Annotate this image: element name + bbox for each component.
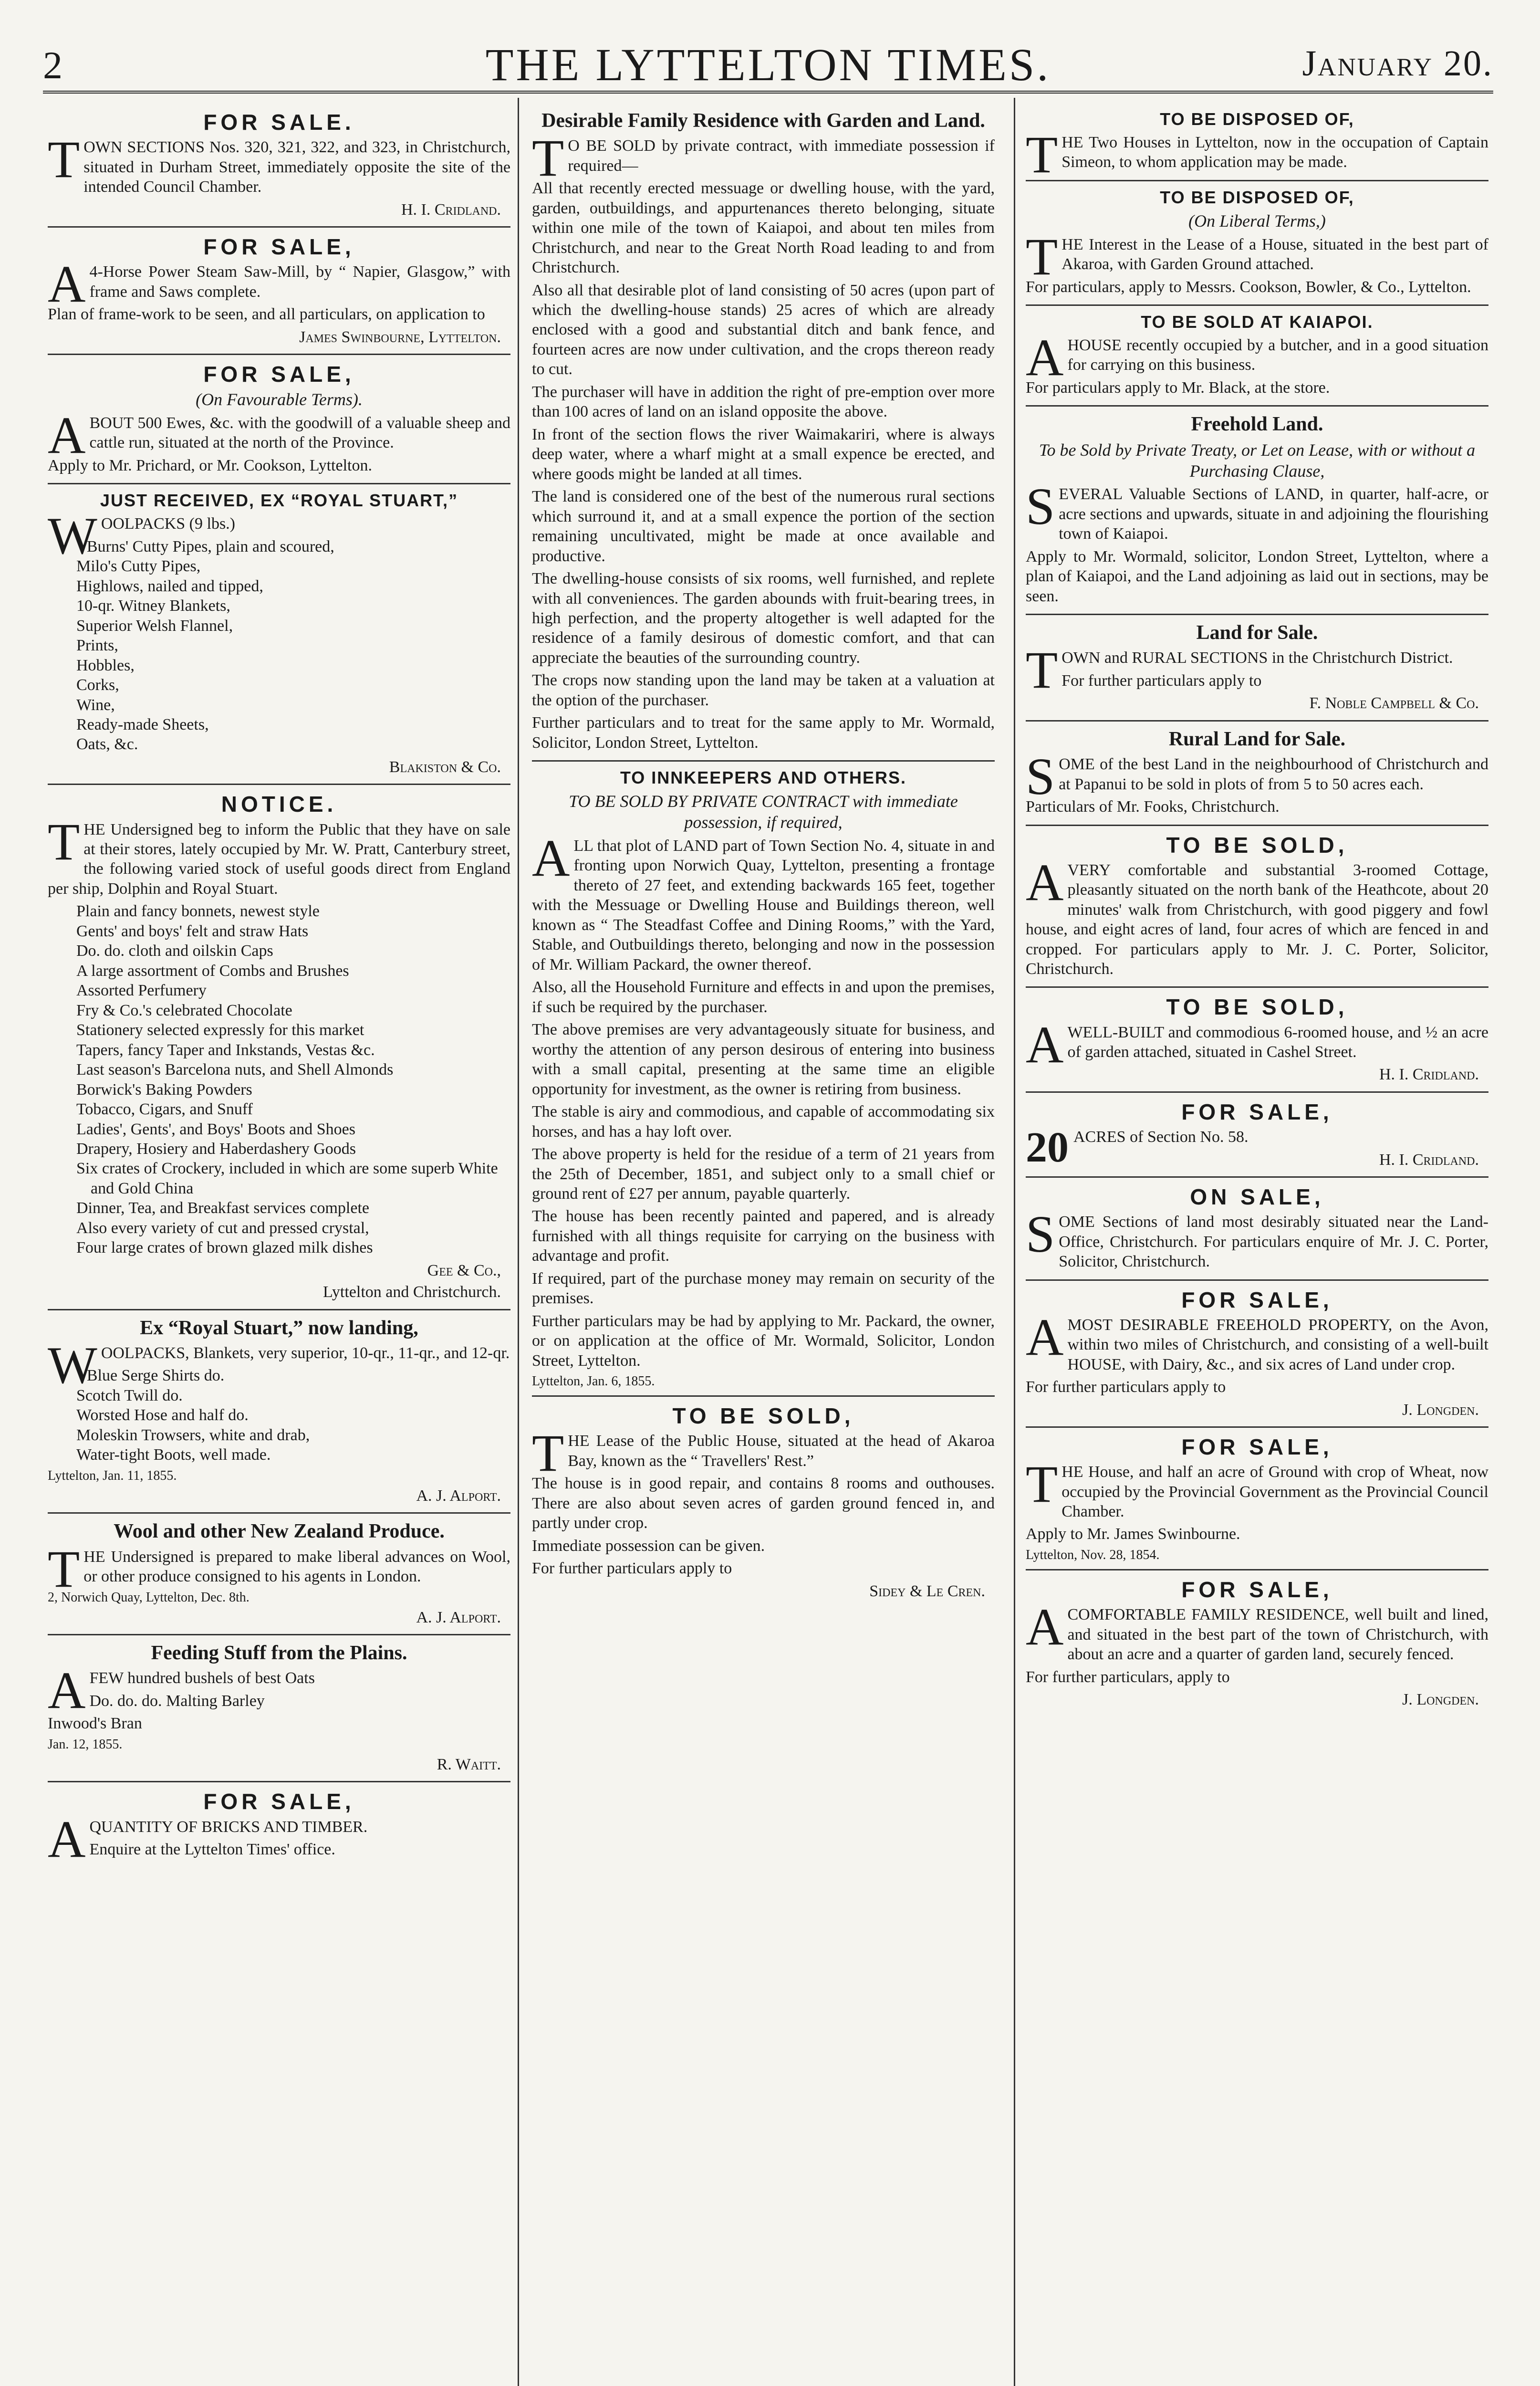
advertisement — [48, 105, 510, 228]
ad-paragraph: Plan of frame-work to be seen, and all particulars, on application to — [48, 305, 485, 324]
advertisement — [48, 230, 510, 355]
ad-paragraph: Also all that desirable plot of land consisting of 50 acres (upon part of which the dwelling-house stands) 25 acres of which are already enclosed with a good and substantial ditch and bank fence, and fourteen acres are now under cultivation, and the crops thereon ready to cut. — [532, 281, 995, 378]
ad-dateline: 2, Norwich Quay, Lyttelton, Dec. 8th. — [48, 1590, 250, 1605]
ad-paragraph: SOME of the best Land in the neighbourhood of Christchurch and at Papanui to be sold in plots of from 5 to 50 acres each. — [1026, 747, 1488, 806]
advertisement — [1026, 1572, 1488, 1716]
ad-subheading: TO BE SOLD BY PRIVATE CONTRACT with immediate possession, if required, — [569, 792, 958, 832]
ad-signature: A. J. Alport. — [416, 1486, 501, 1505]
ad-signature: Blakiston & Co. — [389, 758, 501, 776]
advertisement — [1026, 828, 1488, 988]
ad-heading: FOR SALE, — [203, 234, 355, 259]
list-item: Tapers, fancy Taper and Inkstands, Vestas &c. — [76, 1041, 375, 1059]
list-item: Oats, &c. — [76, 735, 138, 753]
list-item: Dinner, Tea, and Breakfast services complete — [76, 1199, 369, 1217]
ad-paragraph: THE Lease of the Public House, situated at the head of Akaroa Bay, known as the “ Travellers' Rest.” — [532, 1424, 995, 1483]
ad-heading: FOR SALE, — [1181, 1287, 1333, 1312]
list-item: Four large crates of brown glazed milk dishes — [76, 1239, 373, 1257]
ad-heading: Ex “Royal Stuart,” now landing, — [140, 1317, 418, 1339]
list-item: Gents' and boys' felt and straw Hats — [76, 922, 309, 940]
ad-heading: Desirable Family Residence with Garden and Land. — [541, 110, 985, 132]
list-item: Drapery, Hosiery and Haberdashery Goods — [76, 1140, 356, 1158]
list-item: Six crates of Crockery, included in which are some superb White and Gold China — [76, 1160, 498, 1197]
ad-paragraph: Do. do. do. Malting Barley — [89, 1692, 265, 1710]
list-item: Fry & Co.'s celebrated Chocolate — [76, 1001, 292, 1019]
list-item: Milo's Cutty Pipes, — [76, 557, 201, 576]
advertisement — [1026, 105, 1488, 184]
ad-subheading: (On Liberal Terms,) — [1188, 211, 1326, 230]
list-item: Scotch Twill do. — [76, 1386, 183, 1404]
list-item: A large assortment of Combs and Brushes — [76, 962, 349, 980]
ad-paragraph: ALL that plot of LAND part of Town Section No. 4, situate in and fronting upon Norwich Quay, Lyttelton, presenting a frontage thereto of 27 feet, and extending backwards 165 feet, together with the Messuage or Dwelling House and Buildings thereon, well known as “ The Steadfast Coffee and Dining Rooms,” with the Yard, Stable, and Outbuildings thereto, belonging and now in the possession of Mr. William Packard, the owner thereof. — [532, 829, 995, 973]
ad-paragraph: Immediate possession can be given. — [532, 1537, 765, 1555]
ad-paragraph: Apply to Mr. Prichard, or Mr. Cookson, Lyttelton. — [48, 456, 372, 474]
ad-paragraph: THE Undersigned is prepared to make liberal advances on Wool, or other produce consigned to his agents in London. — [48, 1539, 510, 1598]
ad-paragraph: AWELL-BUILT and commodious 6-roomed house, and ½ an acre of garden attached, situated in Cashel Street. — [1026, 1015, 1488, 1074]
page-number: 2 — [43, 43, 62, 87]
ad-heading: JUST RECEIVED, EX “ROYAL STUART,” — [100, 491, 458, 511]
ad-paragraph: AFEW hundred bushels of best Oats — [48, 1661, 315, 1720]
advertisement — [1026, 183, 1488, 306]
advertisement — [532, 764, 995, 1397]
list-item: Corks, — [76, 676, 119, 694]
ad-paragraph: Apply to Mr. James Swinbourne. — [1026, 1525, 1240, 1543]
advertisement — [532, 1399, 995, 1608]
ad-heading: Land for Sale. — [1196, 622, 1318, 644]
ad-paragraph: If required, part of the purchase money may remain on security of the premises. — [532, 1269, 995, 1308]
advertisement — [48, 1784, 510, 1867]
ad-item-list — [48, 1366, 510, 1465]
list-item: Prints, — [76, 637, 118, 655]
ad-paragraph: THE Interest in the Lease of a House, situated in the best part of Akaroa, with Garden Ground attached. — [1026, 227, 1488, 286]
ad-paragraph: The house is in good repair, and contains 8 rooms and outhouses. There are also about seven acres of garden ground fenced in, and partly under crop. — [532, 1475, 995, 1532]
list-item: Assorted Perfumery — [76, 982, 207, 1000]
ad-signature-line: Lyttelton and Christchurch. — [323, 1283, 501, 1301]
ad-paragraph: Enquire at the Lyttelton Times' office. — [89, 1841, 335, 1859]
ad-item-list — [48, 537, 510, 754]
ad-signature: J. Longden. — [1402, 1691, 1479, 1709]
ad-paragraph: AHOUSE recently occupied by a butcher, and in a good situation for carrying on this business. — [1026, 328, 1488, 387]
advertisement — [1026, 1283, 1488, 1428]
advertisement — [1026, 1180, 1488, 1281]
ad-paragraph: WOOLPACKS (9 lbs.) — [48, 507, 236, 565]
ad-paragraph: ACRES of Section No. 58. — [1073, 1128, 1249, 1146]
ad-dateline: Lyttelton, Jan. 11, 1855. — [48, 1468, 177, 1483]
ad-paragraph: SEVERAL Valuable Sections of LAND, in quarter, half-acre, or acre sections and upwards, situate in and adjoining the flourishing town of Kaiapoi. — [1026, 477, 1488, 543]
column-2 — [532, 105, 995, 2386]
ad-paragraph: In front of the section flows the river Waimakariri, where is always deep water, where a wharf might at a small expence be erected, and where goods might be landed at all times. — [532, 425, 995, 483]
ad-heading: TO BE SOLD, — [672, 1403, 854, 1429]
list-item: Borwick's Baking Powders — [76, 1080, 252, 1099]
ad-paragraph: A4-Horse Power Steam Saw-Mill, by “ Napier, Glasgow,” with frame and Saws complete. — [48, 255, 510, 314]
ad-heading: FOR SALE. — [203, 110, 355, 135]
column-3 — [1026, 105, 1488, 2386]
ad-item-list — [48, 901, 510, 1257]
ad-signature: A. J. Alport. — [416, 1608, 501, 1626]
ad-paragraph: Apply to Mr. Wormald, solicitor, London Street, Lyttelton, where a plan of Kaiapoi, and the Land adjoining as laid out in sections, may be seen. — [1026, 547, 1488, 605]
list-item: Blue Serge Shirts do. — [86, 1367, 225, 1385]
ad-dateline: Lyttelton, Jan. 6, 1855. — [532, 1374, 655, 1389]
list-item: Plain and fancy bonnets, newest style — [76, 902, 320, 921]
ad-paragraph: AQUANTITY OF BRICKS AND TIMBER. — [48, 1810, 368, 1868]
ad-signature: H. I. Cridland. — [1379, 1151, 1479, 1169]
ad-paragraph: ACOMFORTABLE FAMILY RESIDENCE, well built and lined, and situated in the best part of the town of Christchurch, with about an acre and a quarter of garden land, securely fenced. — [1026, 1598, 1488, 1664]
column-rule — [518, 98, 519, 2386]
ad-paragraph: WOOLPACKS, Blankets, very superior, 10-qr., 11-qr., and 12-qr. — [48, 1336, 510, 1394]
ad-paragraph: For further particulars apply to — [532, 1559, 732, 1578]
ad-signature: Gee & Co., — [427, 1261, 501, 1279]
ad-heading: TO BE SOLD AT KAIAPOI. — [1141, 312, 1374, 332]
advertisement — [1026, 1095, 1488, 1178]
list-item: Stationery selected expressly for this market — [76, 1021, 364, 1039]
ad-subheading: To be Sold by Private Treaty, or Let on Lease, with or without a Purchasing Clause, — [1039, 440, 1476, 481]
list-item: 10-qr. Witney Blankets, — [76, 597, 230, 615]
ad-heading: Wool and other New Zealand Produce. — [114, 1520, 445, 1543]
ad-paragraph: The crops now standing upon the land may be taken at a valuation at the option of the purchaser. — [532, 671, 995, 709]
ad-heading: TO BE SOLD, — [1166, 832, 1348, 858]
ad-heading: ON SALE, — [1190, 1184, 1324, 1209]
ad-paragraph: ABOUT 500 Ewes, &c. with the goodwill of a valuable sheep and cattle run, situated at the north of the Province. — [48, 406, 510, 464]
advertisement — [48, 787, 510, 1310]
ad-paragraph: THE House, and half an acre of Ground with crop of Wheat, now occupied by the Provincial Government as the Provincial Council Chamber. — [1026, 1455, 1488, 1521]
ad-paragraph: THE Undersigned beg to inform the Public that they have on sale at their stores, lately occupied by Mr. W. Pratt, Canterbury street, the following varied stock of useful goods direct from England per ship, Dolphin and Royal Stuart. — [48, 812, 510, 898]
ad-paragraph: The purchaser will have in addition the right of pre-emption over more than 100 acres of land on an island opposite the above. — [532, 383, 995, 421]
ad-subheading: (On Favourable Terms). — [196, 390, 363, 409]
advertisement — [532, 105, 995, 762]
list-item: Moleskin Trowsers, white and drab, — [76, 1426, 310, 1444]
ad-heading: TO BE DISPOSED OF, — [1160, 187, 1354, 207]
ad-heading: Feeding Stuff from the Plains. — [151, 1642, 407, 1664]
ad-heading: FOR SALE, — [1181, 1099, 1333, 1124]
list-item: Ready-made Sheets, — [76, 715, 209, 733]
ad-paragraph: Particulars of Mr. Fooks, Christchurch. — [1026, 798, 1280, 816]
ad-heading: TO BE DISPOSED OF, — [1160, 109, 1354, 129]
masthead-rule — [43, 91, 1493, 94]
list-item: Wine, — [76, 696, 115, 714]
ad-paragraph: The house has been recently painted and papered, and is already furnished with all things requisite for carrying on the business with advantage and profit. — [532, 1207, 995, 1265]
ad-heading: FOR SALE, — [1181, 1434, 1333, 1459]
list-item: Tobacco, Cigars, and Snuff — [76, 1100, 253, 1119]
advertisement — [1026, 990, 1488, 1093]
ad-paragraph: Inwood's Bran — [48, 1715, 142, 1733]
list-item: Highlows, nailed and tipped, — [76, 577, 263, 595]
ad-paragraph: The dwelling-house consists of six rooms, well furnished, and replete with all conveniences. The garden abounds with fruit-bearing trees, in high perfection, and the property altogether is well adapted for the residence of a family desirous of domestic comfort, and that can appreciate the beauties of the surrounding country. — [532, 570, 995, 667]
newspaper-title: THE LYTTELTON TIMES. — [485, 39, 1051, 90]
advertisement — [48, 1637, 510, 1782]
ad-paragraph: The above premises are very advantageously situate for business, and worthy the attention of any person desirous of entering into business with a small capital, presenting at the same time an eligible opportunity for investment, as the owner is retiring from business. — [532, 1021, 995, 1098]
advertisement — [48, 357, 510, 484]
column-rule — [1014, 98, 1015, 2386]
ad-dateline: Lyttelton, Nov. 28, 1854. — [1026, 1547, 1160, 1562]
ad-paragraph: For further particulars apply to — [1026, 1378, 1226, 1396]
ad-big-number: 20 — [1026, 1124, 1069, 1172]
ad-heading: NOTICE. — [221, 792, 337, 817]
advertisement — [1026, 408, 1488, 615]
ad-paragraph: Further particulars may be had by applying to Mr. Packard, the owner, or on application at the office of Mr. Wormald, Solicitor, London Street, Lyttelton. — [532, 1312, 995, 1370]
ad-paragraph: For further particulars apply to — [1061, 671, 1262, 690]
column-1 — [48, 105, 510, 2386]
list-item: Water-tight Boots, well made. — [76, 1446, 271, 1464]
ad-paragraph: AVERY comfortable and substantial 3-roomed Cottage, pleasantly situated on the north bank of the Heathcote, about 20 minutes' walk from Christchurch, with good piggery and fowl house, and eight acres of land, four acres of which are fenced in and cropped. For particulars apply to Mr. J. C. Porter, Solicitor, Christchurch. — [1026, 853, 1488, 978]
list-item: Burns' Cutty Pipes, plain and scoured, — [86, 537, 334, 555]
ad-signature: J. Longden. — [1402, 1401, 1479, 1419]
ad-signature: H. I. Cridland. — [1379, 1066, 1479, 1084]
ad-paragraph: Also, all the Household Furniture and effects in and upon the premises, if such be required by the purchaser. — [532, 978, 995, 1016]
ad-paragraph: All that recently erected messuage or dwelling house, with the yard, garden, outbuildings, and appurtenances thereto belonging, situate within one mile of the town of Kaiapoi, and about ten miles from Christchurch, and near to the Great North Road leading to and from Christchurch. — [532, 179, 995, 277]
ad-heading: FOR SALE, — [203, 361, 355, 387]
ad-heading: TO BE SOLD, — [1166, 994, 1348, 1020]
advertisement — [48, 1312, 510, 1514]
ad-paragraph: For particulars apply to Mr. Black, at the store. — [1026, 378, 1330, 397]
ad-paragraph: TO BE SOLD by private contract, with immediate possession if required— — [532, 129, 995, 188]
advertisement — [48, 486, 510, 785]
ad-paragraph: Further particulars and to treat for the same apply to Mr. Wormald, Solicitor, London Street, Lyttelton. — [532, 714, 995, 752]
list-item: Last season's Barcelona nuts, and Shell Almonds — [76, 1061, 394, 1079]
masthead — [43, 29, 1493, 91]
ad-signature: Sidey & Le Cren. — [869, 1582, 985, 1600]
ad-heading: Rural Land for Sale. — [1168, 728, 1346, 750]
list-item: Superior Welsh Flannel, — [76, 617, 233, 635]
advertisement — [48, 1516, 510, 1635]
ad-paragraph: THE Two Houses in Lyttelton, now in the occupation of Captain Simeon, to whom application may be made. — [1026, 125, 1488, 184]
advertisement — [1026, 617, 1488, 722]
ad-paragraph: TOWN and RURAL SECTIONS in the Christchurch District. — [1026, 641, 1453, 700]
advertisement — [1026, 308, 1488, 407]
list-item: Also every variety of cut and pressed crystal, — [76, 1219, 369, 1237]
ad-heading: TO INNKEEPERS AND OTHERS. — [620, 768, 907, 788]
issue-date: January 20. — [1302, 43, 1493, 84]
ad-signature: James Swinbourne, Lyttelton. — [299, 328, 501, 346]
ad-paragraph: The land is considered one of the best of the numerous rural sections which surround it, and at a small expence the portion of the section remaining uncultivated, might be made at once available and productive. — [532, 488, 995, 565]
ad-signature: F. Noble Campbell & Co. — [1309, 694, 1479, 712]
ad-paragraph: SOME Sections of land most desirably situated near the Land-Office, Christchurch. For particulars enquire of Mr. J. C. Porter, Solicitor, Christchurch. — [1026, 1205, 1488, 1271]
list-item: Worsted Hose and half do. — [76, 1406, 249, 1424]
ad-heading: Freehold Land. — [1191, 413, 1323, 436]
advertisement — [1026, 723, 1488, 826]
ad-paragraph: For particulars, apply to Messrs. Cookson, Bowler, & Co., Lyttelton. — [1026, 278, 1471, 296]
ad-heading: FOR SALE, — [1181, 1577, 1333, 1602]
advertisement — [1026, 1430, 1488, 1570]
ad-dateline: Jan. 12, 1855. — [48, 1737, 123, 1752]
ad-paragraph: The stable is airy and commodious, and capable of accommodating six horses, and has a hay loft over. — [532, 1103, 995, 1141]
ad-signature: H. I. Cridland. — [401, 200, 501, 219]
ad-paragraph: AMOST DESIRABLE FREEHOLD PROPERTY, on the Avon, within two miles of Christchurch, and consisting of a well-built HOUSE, with Dairy, &c., and six acres of Land under crop. — [1026, 1308, 1488, 1373]
list-item: Ladies', Gents', and Boys' Boots and Shoes — [76, 1120, 356, 1138]
ad-signature: R. Waitt. — [437, 1756, 501, 1774]
ad-paragraph: The above property is held for the residue of a term of 21 years from the 25th of December, 1851, and subject only to a small chief or ground rent of £27 per annum, payable quarterly. — [532, 1145, 995, 1203]
ad-paragraph: For further particulars, apply to — [1026, 1668, 1230, 1686]
ad-heading: FOR SALE, — [203, 1789, 355, 1814]
list-item: Do. do. cloth and oilskin Caps — [76, 942, 273, 960]
ad-paragraph: TOWN SECTIONS Nos. 320, 321, 322, and 323, in Christchurch, situated in Durham Street, immediately opposite the site of the intended Council Chamber. — [48, 130, 510, 196]
list-item: Hobbles, — [76, 656, 135, 674]
